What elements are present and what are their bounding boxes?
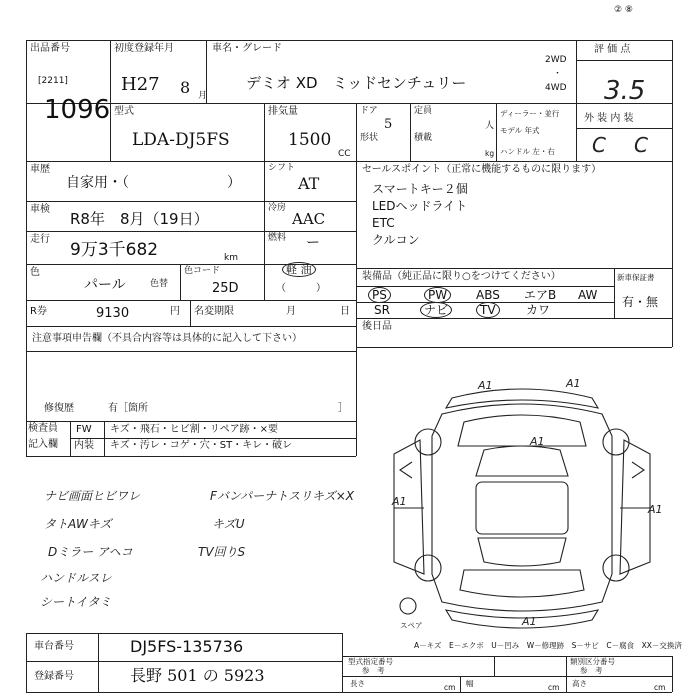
inspection-label: 車検 (30, 204, 50, 215)
top-mark: ② ⑧ (614, 5, 633, 15)
color-value: パール (84, 277, 126, 293)
equip-tv: TV (476, 302, 500, 318)
handwritten-note: タトAWキズ (44, 517, 112, 531)
car-name-label: 車名・グレード (212, 43, 282, 54)
inspector-row2-items: キズ・汚レ・コゲ・穴・ST・キレ・破レ (110, 440, 293, 451)
grade-label: 評 価 点 (594, 44, 631, 55)
fuel-value: ー (306, 235, 320, 251)
width-unit: cm (548, 683, 560, 692)
ext-int-label: 外 装 内 装 (584, 113, 634, 124)
displacement-unit: CC (338, 149, 351, 159)
damage-legend: A－キズ E－エクボ U－凹み W－修理跡 S－サビ C－腐食 XX－交換済 (414, 641, 682, 650)
load-unit: kg (485, 149, 495, 158)
shift-value: AT (298, 174, 320, 193)
new-car-warranty-value: 有・無 (622, 295, 659, 309)
damage-mark: A1 (478, 379, 493, 392)
sales-point: LEDヘッドライト (372, 199, 468, 213)
repair-label: 修復歴 (44, 403, 74, 414)
mileage-label: 走行 (30, 234, 50, 245)
model-value: LDA-DJ5FS (132, 130, 230, 150)
name-change-month: 月 (286, 306, 296, 317)
lot-number: 1096 (44, 95, 111, 125)
shift-label: シフト (268, 163, 296, 173)
color-pattern-label: 色替 (150, 279, 169, 289)
rear-items-label: 後日品 (362, 321, 392, 332)
ac-value: AAC (292, 210, 326, 228)
lot-small: [2211] (38, 76, 68, 86)
type-designation-sub: 参 考 (362, 666, 385, 675)
equip-airbag: エアB (524, 288, 557, 302)
history-value: 自家用・（ ） (66, 175, 241, 191)
inspection-value: R8年 8月（19日） (70, 210, 209, 228)
repair-close: ］ (338, 403, 348, 414)
equip-pw: PW (424, 287, 451, 303)
fuel-paren: （ ） (276, 283, 326, 294)
name-change-day: 日 (340, 306, 350, 317)
inspector-label-2: 記入欄 (28, 439, 58, 450)
int-grade: C (634, 133, 648, 157)
height-label: 高さ (572, 679, 587, 688)
recycle-label: R券 (30, 306, 47, 317)
sales-point: ETC (372, 216, 395, 230)
handwritten-note: ナビ画面ヒビワレ (44, 489, 141, 503)
length-label: 長さ (350, 679, 365, 688)
equip-sr: SR (374, 303, 390, 317)
handwritten-note: キズU (212, 517, 245, 531)
lot-label: 出品番号 (30, 43, 70, 54)
handwritten-note: シートイタミ (40, 595, 112, 609)
repair-value: 有［箇所 (108, 403, 148, 414)
sales-point: クルコン (372, 233, 420, 247)
history-label: 車歴 (30, 164, 50, 175)
shape-label: 形状 (360, 133, 379, 143)
notes-label: 注意事項申告欄（不具合内容等は具体的に記入して下さい） (32, 333, 302, 344)
type-designation-label: 型式指定番号 (348, 657, 393, 666)
name-change-label: 名変期限 (194, 306, 234, 317)
inspector-label-1: 検査員 (28, 423, 58, 434)
equip-navi: ナビ (420, 302, 452, 318)
damage-mark: A1 (522, 615, 537, 628)
drive-dot: ・ (553, 69, 563, 79)
first-reg-label: 初度登録年月 (114, 43, 174, 54)
color-code-value: 25D (212, 281, 239, 296)
displacement-label: 排気量 (268, 106, 298, 117)
grade-value: 3.5 (604, 76, 646, 106)
mileage-unit: km (224, 253, 238, 263)
equip-aw: AW (578, 288, 598, 302)
inspector-row1-items: キズ・飛石・ヒビ割・リペア跡・×要 (110, 424, 278, 435)
car-name: デミオ XD ミッドセンチュリー (246, 74, 467, 92)
damage-mark: A1 (566, 377, 581, 390)
handwritten-note: Fバンパーナトスリキズ×X (210, 489, 354, 503)
first-reg-month: 8 (180, 78, 191, 97)
first-reg-month-unit: 月 (198, 91, 208, 101)
chassis-value: DJ5FS-135736 (130, 637, 244, 656)
door-label: ドア (360, 106, 378, 116)
handle-label: ハンドル 左・右 (500, 147, 555, 156)
reg-value: 長野 501 の 5923 (130, 666, 265, 685)
damage-mark: A1 (392, 495, 407, 508)
width-label: 幅 (466, 679, 474, 688)
equip-abs: ABS (476, 288, 500, 302)
load-label: 積載 (414, 133, 433, 143)
sales-label: セールスポイント（正常に機能するものに限ります） (362, 164, 602, 175)
recycle-unit: 円 (170, 306, 180, 317)
handwritten-note: Dミラー アヘコ (48, 545, 133, 559)
recycle-value: 9130 (96, 306, 130, 321)
model-year-label: モデル 年式 (500, 126, 540, 135)
handwritten-note: ハンドルスレ (40, 571, 112, 585)
class-label: 類別区分番号 (570, 657, 615, 666)
chassis-label: 車台番号 (34, 641, 74, 652)
displacement-value: 1500 (288, 130, 332, 150)
door-value: 5 (384, 117, 393, 132)
first-reg-year: H27 (121, 74, 160, 95)
seat-unit: 人 (485, 121, 495, 131)
handwritten-note: TV回りS (198, 545, 246, 559)
ext-grade: C (592, 133, 606, 157)
drive-4wd: 4WD (545, 83, 567, 93)
car-diagram (372, 374, 672, 644)
drive-2wd: 2WD (545, 55, 567, 65)
sales-point: スマートキー２個 (372, 182, 468, 196)
spare-label: スペア (400, 621, 423, 630)
equip-ps: PS (368, 287, 391, 303)
height-unit: cm (654, 683, 666, 692)
model-label: 型式 (114, 106, 134, 117)
inspector-row2-head: 内装 (74, 440, 94, 451)
damage-mark: A1 (648, 503, 663, 516)
inspector-fw: FW (76, 424, 92, 435)
dealer-label: ディーラー・並行 (500, 109, 560, 118)
reg-label: 登録番号 (34, 671, 74, 682)
ac-label: 冷房 (268, 203, 287, 213)
equipment-label: 装備品（純正品に限り○をつけてください） (362, 271, 561, 282)
color-code-label: 色コード (184, 266, 221, 276)
mileage-value: 9万3千682 (70, 240, 159, 260)
color-label: 色 (30, 267, 40, 278)
class-sub: 参 考 (580, 666, 603, 675)
fuel-circled: 軽 油 (282, 262, 316, 277)
equip-leather: カワ (526, 303, 551, 317)
fuel-label: 燃料 (268, 233, 287, 243)
length-unit: cm (444, 683, 456, 692)
seat-label: 定員 (414, 106, 433, 116)
new-car-warranty-label: 新車保証書 (617, 273, 655, 282)
damage-mark: A1 (530, 435, 545, 448)
